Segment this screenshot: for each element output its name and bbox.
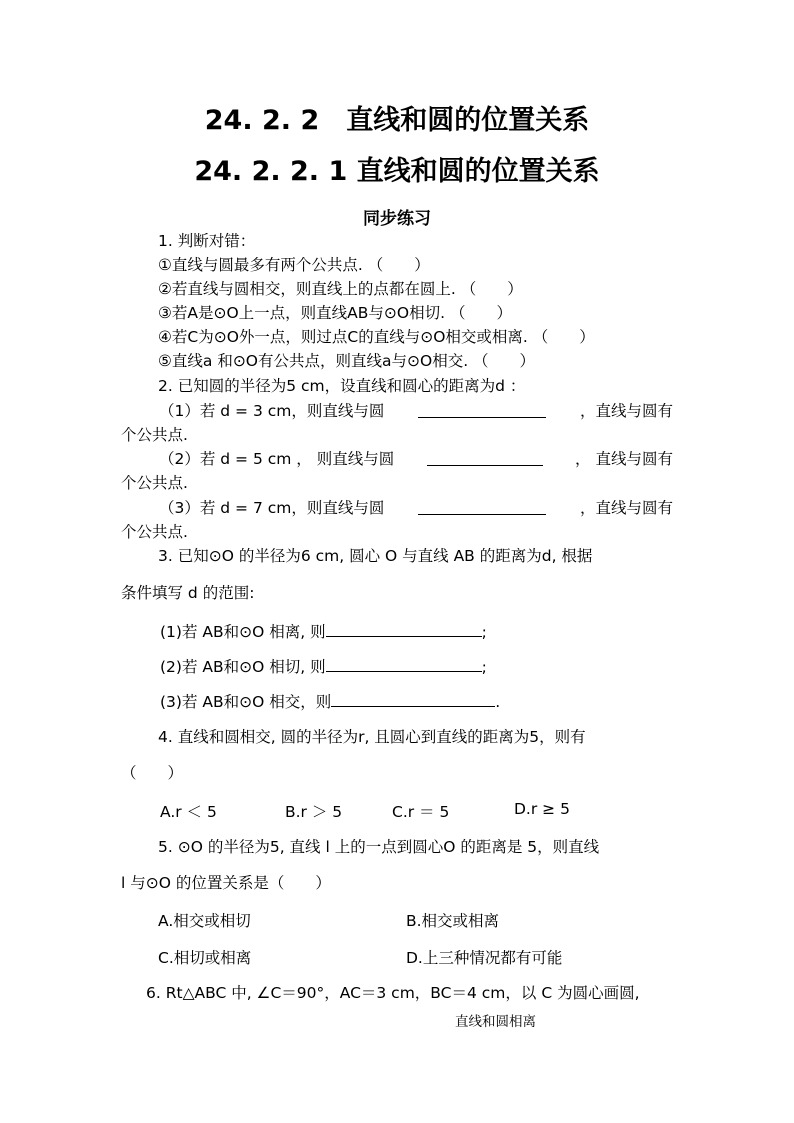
q5-heading: 5. ⊙O 的半径为5, 直线 l 上的一点到圆心O 的距离是 5，则直线 [158, 838, 600, 856]
section-title: 24. 2. 2. 1 直线和圆的位置关系 [194, 156, 600, 187]
q2-part-3-cont: 个公共点. [121, 523, 188, 541]
q3-part-1-end: ; [481, 623, 487, 641]
q2-part-2-blank[interactable] [427, 449, 543, 466]
q1-item-1: ①直线与圆最多有两个公共点. （ ） [158, 256, 430, 274]
q3-part-3 [160, 690, 500, 712]
q5-option-a[interactable]: A.相交或相切 [158, 912, 251, 930]
subtitle: 同步练习 [363, 209, 431, 229]
q3-part-3-end: . [495, 693, 501, 711]
q1-item-4: ④若C为⊙O外一点，则过点C的直线与⊙O相交或相离. （ ） [158, 328, 595, 346]
q2-part-3-text: （3）若 d = 7 cm，则直线与圆 [159, 499, 385, 517]
q3-cont: 条件填写 d 的范围: [121, 584, 255, 602]
q4-heading: 4. 直线和圆相交, 圆的半径为r, 且圆心到直线的距离为5，则有 [158, 728, 586, 746]
q2-part-1-tail: ，直线与圆有 [579, 402, 673, 420]
q1-item-3: ③若A是⊙O上一点，则直线AB与⊙O相切. （ ） [158, 304, 512, 322]
q2-part-2-cont: 个公共点. [121, 474, 188, 492]
q1-heading: 1. 判断对错： [158, 232, 256, 250]
q5-cont: l 与⊙O 的位置关系是（ ） [121, 874, 331, 892]
q5-option-c[interactable]: C.相切或相离 [158, 949, 252, 967]
q2-part-1-blank[interactable] [418, 401, 546, 418]
q2-part-1-text: （1）若 d = 3 cm，则直线与圆 [159, 402, 385, 420]
q4-option-a[interactable]: A.r ＜ 5 [160, 803, 217, 821]
q4-option-d[interactable]: D.r ≥ 5 [514, 800, 570, 818]
q3-part-3-blank[interactable] [331, 690, 495, 707]
q3-part-2-text: (2)若 AB和⊙O 相切, 则 [160, 658, 326, 676]
q5-option-b[interactable]: B.相交或相离 [406, 912, 500, 930]
q2-part-3-tail: ，直线与圆有 [579, 499, 673, 517]
q3-part-3-text: (3)若 AB和⊙O 相交，则 [160, 693, 332, 711]
q3-part-2-end: ; [481, 658, 487, 676]
q2-part-1-cont: 个公共点. [121, 426, 188, 444]
q4-option-b[interactable]: B.r ＞ 5 [285, 803, 343, 821]
q4-paren: （ ） [121, 764, 184, 782]
q2-part-1 [121, 401, 673, 421]
q1-item-2: ②若直线与圆相交，则直线上的点都在圆上. （ ） [158, 280, 523, 298]
q5-option-d[interactable]: D.上三种情况都有可能 [406, 949, 563, 967]
q3-part-1-blank[interactable] [326, 620, 482, 637]
q3-part-2 [160, 655, 487, 677]
q2-part-3 [121, 498, 673, 518]
q2-heading: 2. 已知圆的半径为5 cm，设直线和圆心的距离为d ： [158, 377, 526, 395]
q6-heading: 6. Rt△ABC 中, ∠C＝90°，AC＝3 cm，BC＝4 cm，以 C 为圆心画圆, [146, 984, 640, 1002]
q3-heading: 3. 已知⊙O 的半径为6 cm, 圆心 O 与直线 AB 的距离为d, 根据 [158, 547, 593, 565]
q3-part-2-blank[interactable] [326, 655, 482, 672]
main-title: 24. 2. 2 直线和圆的位置关系 [204, 105, 590, 136]
q3-part-1 [160, 620, 487, 642]
q2-part-2-tail: ， 直线与圆有 [575, 450, 673, 468]
q2-part-2 [121, 449, 673, 469]
q4-option-c[interactable]: C.r ＝ 5 [392, 803, 450, 821]
q1-item-5: ⑤直线a 和⊙O有公共点，则直线a与⊙O相交. （ ） [158, 352, 536, 370]
q2-part-2-text: （2）若 d = 5 cm ， 则直线与圆 [159, 450, 395, 468]
q3-part-1-text: (1)若 AB和⊙O 相离, 则 [160, 623, 326, 641]
q2-part-3-blank[interactable] [418, 498, 546, 515]
q6-answer: 直线和圆相离 [455, 1014, 536, 1030]
